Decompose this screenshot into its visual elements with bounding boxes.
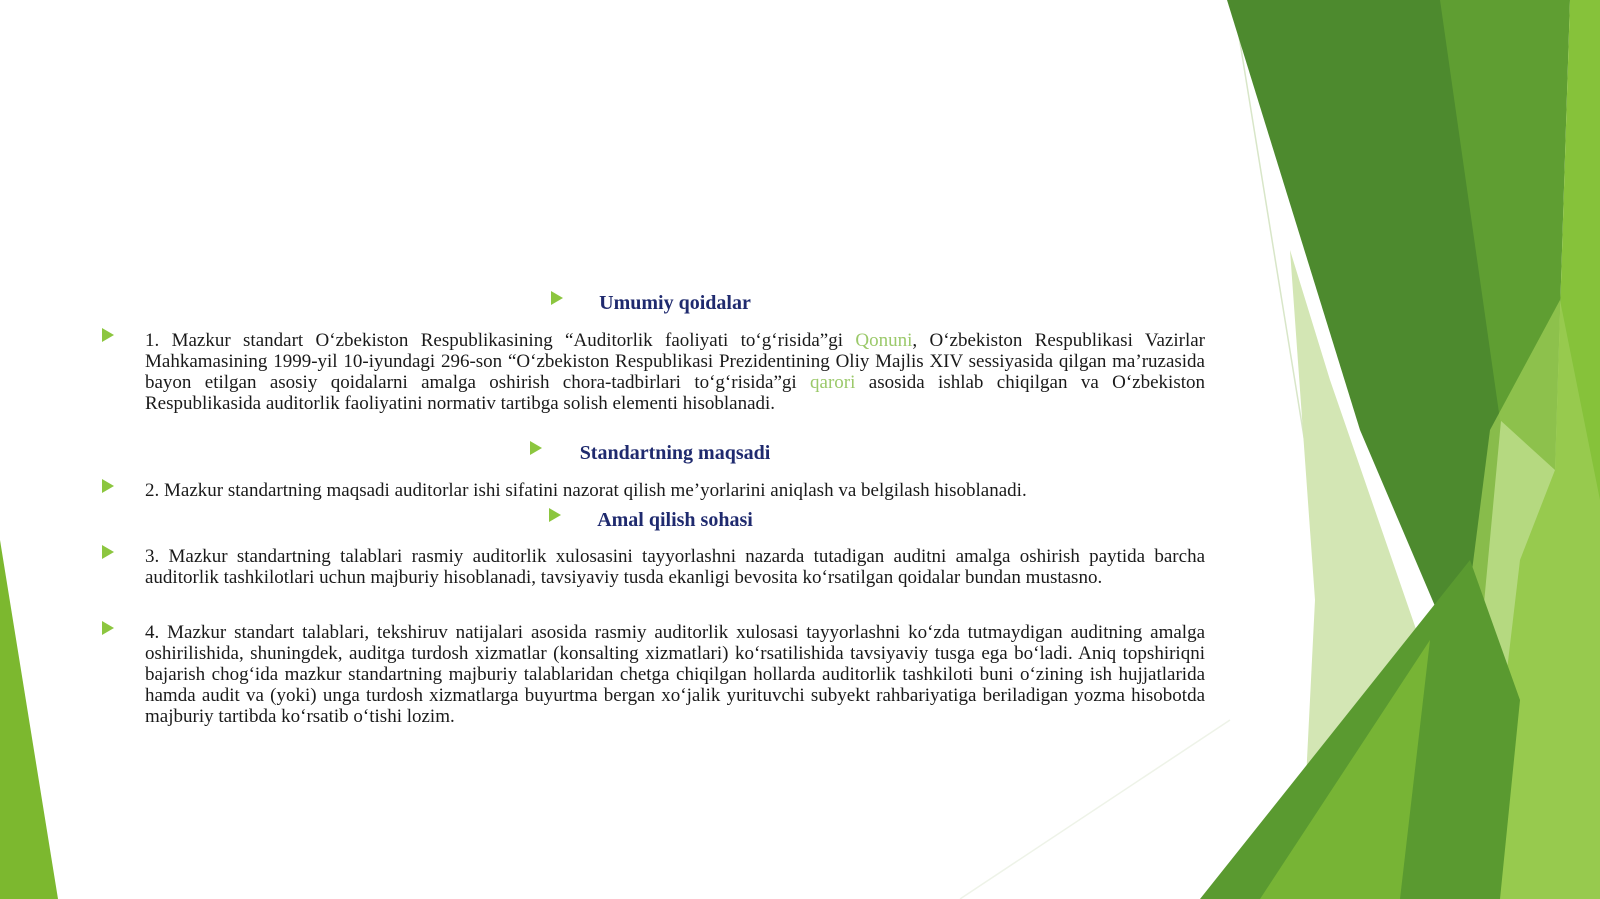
paragraph — [145, 330, 1205, 414]
decree-link[interactable]: qarori — [810, 372, 856, 393]
paragraph: 4. Mazkur standart talablari, tekshiruv natijalari asosida rasmiy auditorlik xulosasi tayyorlashni ko‘zda tutmaydigan auditning amalga oshirilishida, shuningdek, auditga turdosh xizmatlar (konsalting xizmatlari) ko‘rsatilishida tavsiyaviy tusga ega bo‘ladi. Aniq topshiriqni bajarish chog‘ida mazkur standartning majburiy talablaridan chetga chiqilgan hollarda auditorlik tashkiloti buni o‘zining ish hujjatlarida hamda audit va (yoki) unga turdosh xizmatlarga buyurtma bergan xo‘jalik yurituvchi subyekt rahbariyatiga beriladigan yozma hisobotda majburiy tartibda ko‘rsatib o‘tishi lozim. — [145, 622, 1205, 727]
paragraph-text: , O‘zbekiston Respublikasi Vazirlar Mahkamasining 1999-yil 10-iyundagi 296-son “O‘zbekiston Respublikasi Prezidentining Oliy Majlis XIV sessiyasida qilgan ma’ruzasida bayon etilgan asosiy qoidalarni amalga oshirish chora-tadbirlari to‘g‘risida”gi — [145, 330, 1205, 393]
bullet-arrow-icon — [102, 328, 114, 342]
bullet-arrow-icon — [102, 545, 114, 559]
section-heading — [0, 441, 1350, 465]
section-heading — [0, 508, 1350, 532]
heading-text: Umumiy qoidalar — [599, 292, 751, 314]
heading-text: Amal qilish sohasi — [597, 509, 753, 531]
bullet-arrow-icon — [551, 291, 563, 305]
paragraph: 3. Mazkur standartning talablari rasmiy auditorlik xulosasini tayyorlashni nazarda tutadigan auditni amalga oshirish paytida barcha auditorlik tashkilotlari uchun majburiy hisoblanadi, tavsiyaviy tusda ekanligi bevosita ko‘rsatilgan qoidalar bundan mustasno. — [145, 546, 1205, 588]
bullet-arrow-icon — [102, 621, 114, 635]
paragraph-text: asosida ishlab chiqilgan va O‘zbekiston Respublikasida auditorlik faoliyatini normativ tartibga solish elementi hisoblanadi. — [145, 372, 1205, 414]
paragraph-text: 1. Mazkur standart O‘zbekiston Respublikasining “Auditorlik faoliyati to‘g‘risida”gi — [145, 330, 856, 351]
law-link[interactable]: Qonuni — [855, 330, 913, 351]
bullet-arrow-icon — [549, 508, 561, 522]
paragraph: 2. Mazkur standartning maqsadi auditorlar ishi sifatini nazorat qilish me’yorlarini aniqlash va belgilash hisoblanadi. — [145, 480, 1027, 501]
bullet-arrow-icon — [530, 441, 542, 455]
heading-text: Standartning maqsadi — [579, 442, 771, 464]
section-heading — [0, 291, 1350, 315]
bullet-arrow-icon — [102, 479, 114, 493]
